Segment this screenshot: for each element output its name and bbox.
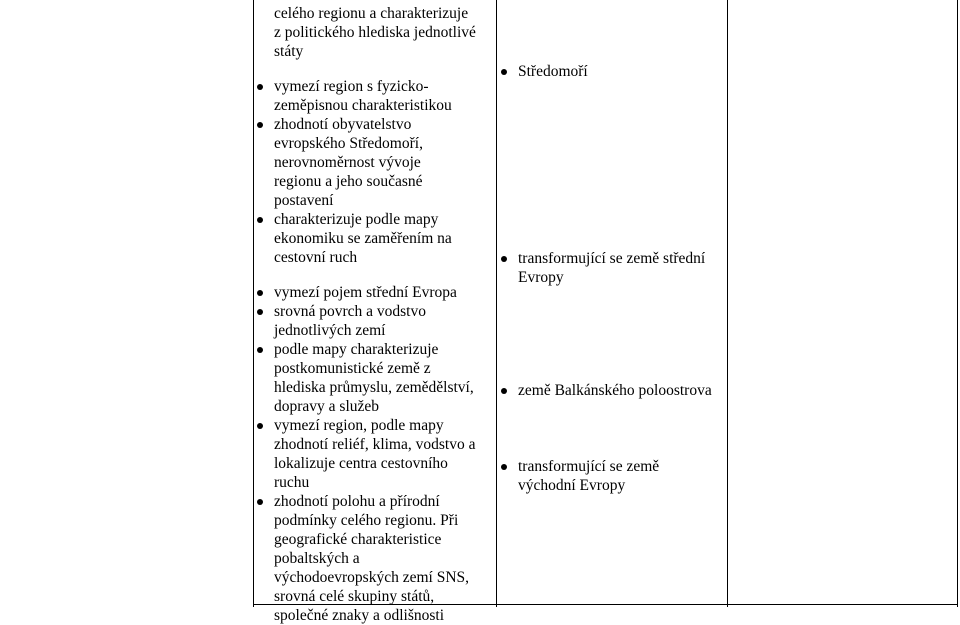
- bullet-icon: [501, 464, 507, 470]
- list-item: zhodnotí polohu a přírodní podmínky celého regionu. Při geografické charakteristice pobaltských a východoevropských zemí SNS, srovná celé skupiny států, společné znaky a odlišnosti: [254, 492, 482, 625]
- bullet-icon: [257, 217, 263, 223]
- bullet-icon: [501, 256, 507, 262]
- table-border-right: [957, 0, 958, 607]
- topic-item: transformující se země východní Evropy: [498, 457, 704, 495]
- topic-item: Středomoří: [498, 62, 724, 81]
- outcomes-list-mediterranean: [254, 77, 454, 267]
- bullet-icon: [257, 290, 263, 296]
- topics-cell: [498, 0, 724, 604]
- intro-line: z politického hlediska jednotlivé: [274, 24, 476, 41]
- list-item: srovná povrch a vodstvo jednotlivých zemí: [254, 302, 442, 340]
- outcomes-list-central-eastern: [254, 283, 482, 625]
- bullet-icon: [257, 309, 263, 315]
- topic-item: země Balkánského poloostrova: [498, 381, 744, 400]
- list-item: vymezí region s fyzicko-zeměpisnou charakteristikou: [254, 77, 454, 115]
- bullet-icon: [257, 84, 263, 90]
- bullet-icon: [257, 499, 263, 505]
- list-item: vymezí pojem střední Evropa: [254, 283, 482, 302]
- list-item: podle mapy charakterizuje postkomunistické země z hlediska průmyslu, zemědělství, dopravy a služeb: [254, 340, 474, 416]
- list-item: charakterizuje podle mapy ekonomiku se zaměřením na cestovní ruch: [254, 210, 454, 267]
- topic-item: transformující se země střední Evropy: [498, 249, 724, 287]
- intro-line: celého regionu a charakterizuje: [274, 5, 469, 22]
- table-border-col3: [727, 0, 728, 607]
- empty-cell: [729, 0, 955, 604]
- intro-line: státy: [274, 43, 304, 60]
- bullet-icon: [501, 388, 507, 394]
- list-item: vymezí region, podle mapy zhodnotí reliéf, klima, vodstvo a lokalizuje centra cestovního ruchu: [254, 416, 482, 492]
- list-item: zhodnotí obyvatelstvo evropského Středomoří, nerovnoměrnost vývoje regionu a jeho současné postavení: [254, 115, 454, 210]
- bullet-icon: [257, 423, 263, 429]
- bullet-icon: [257, 122, 263, 128]
- outcomes-cell: [254, 4, 492, 625]
- bullet-icon: [501, 69, 507, 75]
- table-border-col2: [496, 0, 497, 607]
- bullet-icon: [257, 347, 263, 353]
